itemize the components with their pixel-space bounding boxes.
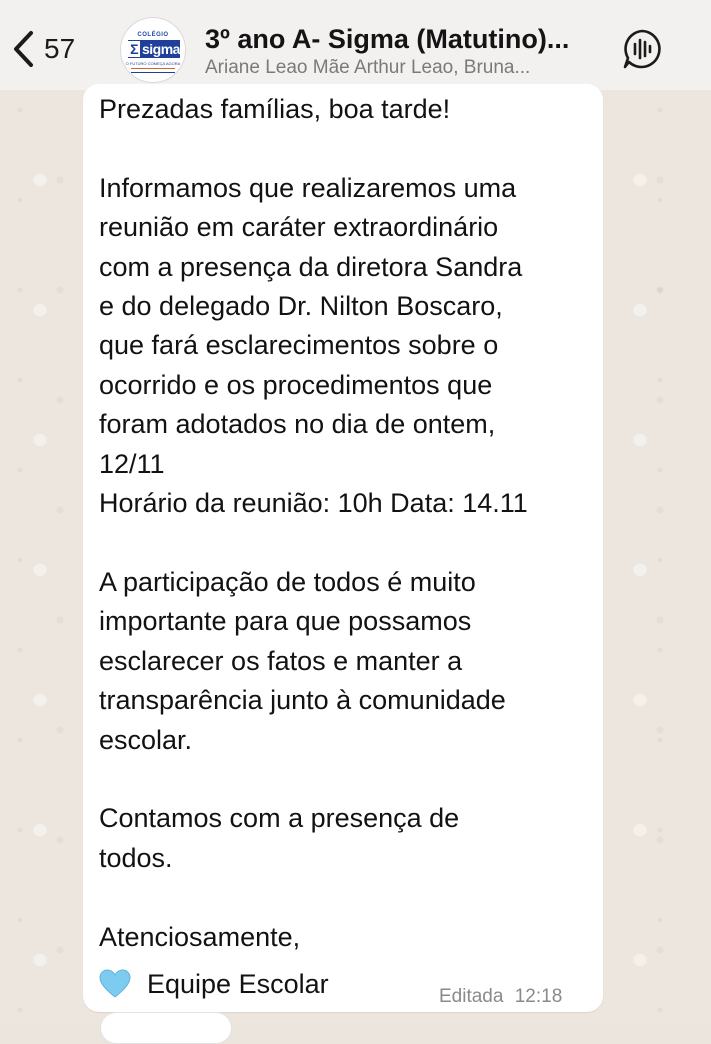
- chat-header: [0, 0, 711, 90]
- sigma-mark: Σ: [130, 41, 138, 57]
- edited-label: Editada: [439, 986, 504, 1007]
- avatar-logo: [128, 40, 180, 58]
- message-text: Prezadas famílias, boa tarde! Informamos que realizaremos uma reunião em caráter extraordinário com a presença da diretora Sandra e do delegado Dr. Nilton Boscaro, que fará esclarecimentos sobre o ocorrido e os procedimentos que foram adotados no dia de ontem, 12/11 Horário da reunião: 10h Data: 14.11 A participação de todos é muito importante para que possamos esclarecer os fatos e manter a transparência junto à comunidade escolar. Contamos com a presença de todos. Atenciosamente,: [99, 94, 528, 952]
- chevron-left-icon: [12, 30, 34, 68]
- reactions-pill[interactable]: [100, 1012, 232, 1044]
- message-meta: [439, 986, 562, 1008]
- back-button[interactable]: [12, 26, 75, 72]
- avatar-logo-lines: [131, 68, 175, 73]
- audio-waveform-icon: [620, 27, 664, 71]
- unread-count: 57: [44, 33, 76, 64]
- message-time: 12:18: [514, 986, 563, 1007]
- avatar-logo-top: COLÉGIO: [137, 32, 169, 38]
- message-signature: [99, 964, 329, 1004]
- voice-chat-button[interactable]: [620, 27, 664, 71]
- signature-text: Equipe Escolar: [147, 968, 329, 999]
- group-avatar[interactable]: [120, 17, 186, 83]
- group-name[interactable]: 3º ano A- Sigma (Matutino)...: [205, 24, 570, 54]
- message-bubble[interactable]: [83, 84, 603, 1012]
- group-members[interactable]: Ariane Leao Mãe Arthur Leao, Bruna...: [205, 57, 531, 78]
- avatar-logo-name: sigma: [141, 41, 180, 57]
- avatar-logo-tagline: O FUTURO COMEÇA AGORA: [125, 61, 181, 66]
- light-blue-heart-icon: [99, 969, 131, 999]
